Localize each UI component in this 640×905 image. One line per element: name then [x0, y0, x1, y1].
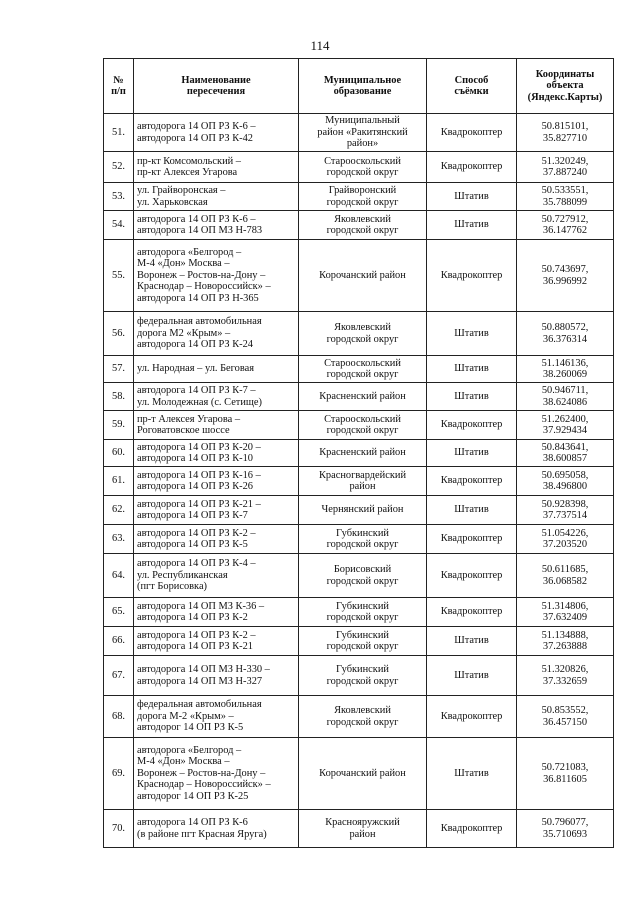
object-coordinates: 50.727912, 36.147762: [517, 211, 614, 240]
row-number: 67.: [104, 656, 134, 696]
table-row: [104, 598, 614, 627]
header-num: № п/п: [104, 59, 134, 114]
object-coordinates: 50.880572, 36.376314: [517, 312, 614, 356]
table-row: [104, 525, 614, 554]
row-number: 64.: [104, 554, 134, 598]
object-coordinates: 51.314806, 37.632409: [517, 598, 614, 627]
intersection-name: автодорога 14 ОП МЗ Н-330 – автодорога 14 ОП МЗ Н-327: [134, 656, 299, 696]
survey-method: Штатив: [427, 183, 517, 211]
row-number: 66.: [104, 627, 134, 656]
row-number: 52.: [104, 152, 134, 183]
row-number: 58.: [104, 383, 134, 411]
object-coordinates: 50.796077, 35.710693: [517, 810, 614, 848]
municipality: Красненский район: [299, 440, 427, 467]
municipality: Губкинский городской округ: [299, 525, 427, 554]
table-row: [104, 211, 614, 240]
intersections-table: [103, 58, 614, 848]
survey-method: Штатив: [427, 356, 517, 383]
municipality: Яковлевский городской округ: [299, 312, 427, 356]
intersection-name: автодорога 14 ОП РЗ К-16 – автодорога 14 ОП РЗ К-26: [134, 467, 299, 496]
intersection-name: федеральная автомобильная дорога М2 «Крым» – автодорога 14 ОП РЗ К-24: [134, 312, 299, 356]
survey-method: Штатив: [427, 627, 517, 656]
municipality: Яковлевский городской округ: [299, 211, 427, 240]
object-coordinates: 50.946711, 38.624086: [517, 383, 614, 411]
table-row: [104, 152, 614, 183]
municipality: Грайворонский городской округ: [299, 183, 427, 211]
survey-method: Квадрокоптер: [427, 114, 517, 152]
row-number: 70.: [104, 810, 134, 848]
survey-method: Квадрокоптер: [427, 525, 517, 554]
survey-method: Штатив: [427, 656, 517, 696]
municipality: Корочанский район: [299, 240, 427, 312]
object-coordinates: 51.146136, 38.260069: [517, 356, 614, 383]
survey-method: Квадрокоптер: [427, 152, 517, 183]
municipality: Муниципальный район «Ракитянский район»: [299, 114, 427, 152]
object-coordinates: 50.815101, 35.827710: [517, 114, 614, 152]
row-number: 59.: [104, 411, 134, 440]
intersection-name: автодорога 14 ОП РЗ К-6 – автодорога 14 ОП МЗ Н-783: [134, 211, 299, 240]
header-name: Наименование пересечения: [134, 59, 299, 114]
municipality: Губкинский городской округ: [299, 656, 427, 696]
table-row: [104, 554, 614, 598]
municipality: Старооскольский городской округ: [299, 356, 427, 383]
page-number: 114: [310, 38, 330, 53]
intersection-name: ул. Народная – ул. Беговая: [134, 356, 299, 383]
intersection-name: автодорога 14 ОП РЗ К-6 (в районе пгт Красная Яруга): [134, 810, 299, 848]
row-number: 68.: [104, 696, 134, 738]
header-method: Способ съёмки: [427, 59, 517, 114]
header-coords: Координаты объекта (Яндекс.Карты): [517, 59, 614, 114]
table-row: [104, 738, 614, 810]
survey-method: Квадрокоптер: [427, 810, 517, 848]
row-number: 53.: [104, 183, 134, 211]
table-row: [104, 356, 614, 383]
row-number: 62.: [104, 496, 134, 525]
table-header-row: [104, 59, 614, 114]
intersection-name: автодорога «Белгород – М-4 «Дон» Москва – Воронеж – Ростов-на-Дону – Краснодар – Новороссийск» – автодорог 14 ОП РЗ К-25: [134, 738, 299, 810]
row-number: 60.: [104, 440, 134, 467]
table-row: [104, 411, 614, 440]
row-number: 55.: [104, 240, 134, 312]
row-number: 65.: [104, 598, 134, 627]
row-number: 57.: [104, 356, 134, 383]
object-coordinates: 51.134888, 37.263888: [517, 627, 614, 656]
row-number: 63.: [104, 525, 134, 554]
table-row: [104, 656, 614, 696]
intersection-name: автодорога 14 ОП РЗ К-7 – ул. Молодежная (с. Сетище): [134, 383, 299, 411]
table-row: [104, 810, 614, 848]
survey-method: Штатив: [427, 312, 517, 356]
table-row: [104, 240, 614, 312]
object-coordinates: 50.721083, 36.811605: [517, 738, 614, 810]
municipality: Губкинский городской округ: [299, 598, 427, 627]
row-number: 54.: [104, 211, 134, 240]
municipality: Старооскольский городской округ: [299, 152, 427, 183]
object-coordinates: 51.262400, 37.929434: [517, 411, 614, 440]
intersection-name: автодорога 14 ОП РЗ К-20 – автодорога 14 ОП РЗ К-10: [134, 440, 299, 467]
municipality: Красненский район: [299, 383, 427, 411]
municipality: Старооскольский городской округ: [299, 411, 427, 440]
intersection-name: автодорога 14 ОП МЗ К-36 – автодорога 14 ОП РЗ К-2: [134, 598, 299, 627]
intersection-name: пр-т Алексея Угарова – Роговатовское шоссе: [134, 411, 299, 440]
object-coordinates: 50.695058, 38.496800: [517, 467, 614, 496]
object-coordinates: 50.533551, 35.788099: [517, 183, 614, 211]
table-row: [104, 183, 614, 211]
intersection-name: автодорога 14 ОП РЗ К-2 – автодорога 14 ОП РЗ К-5: [134, 525, 299, 554]
row-number: 56.: [104, 312, 134, 356]
intersection-name: ул. Грайворонская – ул. Харьковская: [134, 183, 299, 211]
table-row: [104, 496, 614, 525]
survey-method: Штатив: [427, 211, 517, 240]
object-coordinates: 51.320249, 37.887240: [517, 152, 614, 183]
row-number: 61.: [104, 467, 134, 496]
object-coordinates: 51.320826, 37.332659: [517, 656, 614, 696]
municipality: Красногвардейский район: [299, 467, 427, 496]
intersection-name: автодорога 14 ОП РЗ К-6 – автодорога 14 ОП РЗ К-42: [134, 114, 299, 152]
municipality: Чернянский район: [299, 496, 427, 525]
municipality: Борисовский городской округ: [299, 554, 427, 598]
survey-method: Квадрокоптер: [427, 554, 517, 598]
object-coordinates: 50.743697, 36.996992: [517, 240, 614, 312]
survey-method: Квадрокоптер: [427, 240, 517, 312]
object-coordinates: 51.054226, 37.203520: [517, 525, 614, 554]
object-coordinates: 50.843641, 38.600857: [517, 440, 614, 467]
object-coordinates: 50.611685, 36.068582: [517, 554, 614, 598]
intersection-name: пр-кт Комсомольский – пр-кт Алексея Угарова: [134, 152, 299, 183]
table-row: [104, 312, 614, 356]
object-coordinates: 50.853552, 36.457150: [517, 696, 614, 738]
intersection-name: автодорога «Белгород – М-4 «Дон» Москва – Воронеж – Ростов-на-Дону – Краснодар – Новороссийск» – автодорога 14 ОП РЗ Н-365: [134, 240, 299, 312]
table-row: [104, 696, 614, 738]
object-coordinates: 50.928398, 37.737514: [517, 496, 614, 525]
header-municipality: Муниципальное образование: [299, 59, 427, 114]
intersection-name: автодорога 14 ОП РЗ К-2 – автодорога 14 ОП РЗ К-21: [134, 627, 299, 656]
municipality: Яковлевский городской округ: [299, 696, 427, 738]
table-row: [104, 114, 614, 152]
row-number: 69.: [104, 738, 134, 810]
survey-method: Квадрокоптер: [427, 467, 517, 496]
intersection-name: федеральная автомобильная дорога М-2 «Крым» – автодорог 14 ОП РЗ К-5: [134, 696, 299, 738]
table-row: [104, 627, 614, 656]
survey-method: Квадрокоптер: [427, 598, 517, 627]
municipality: Губкинский городской округ: [299, 627, 427, 656]
municipality: Краснояружский район: [299, 810, 427, 848]
table-row: [104, 383, 614, 411]
table-row: [104, 467, 614, 496]
survey-method: Квадрокоптер: [427, 411, 517, 440]
survey-method: Штатив: [427, 383, 517, 411]
survey-method: Штатив: [427, 440, 517, 467]
survey-method: Штатив: [427, 738, 517, 810]
municipality: Корочанский район: [299, 738, 427, 810]
row-number: 51.: [104, 114, 134, 152]
table-body: [104, 114, 614, 848]
intersection-name: автодорога 14 ОП РЗ К-4 – ул. Республиканская (пгт Борисовка): [134, 554, 299, 598]
intersection-name: автодорога 14 ОП РЗ К-21 – автодорога 14 ОП РЗ К-7: [134, 496, 299, 525]
table-row: [104, 440, 614, 467]
survey-method: Квадрокоптер: [427, 696, 517, 738]
survey-method: Штатив: [427, 496, 517, 525]
